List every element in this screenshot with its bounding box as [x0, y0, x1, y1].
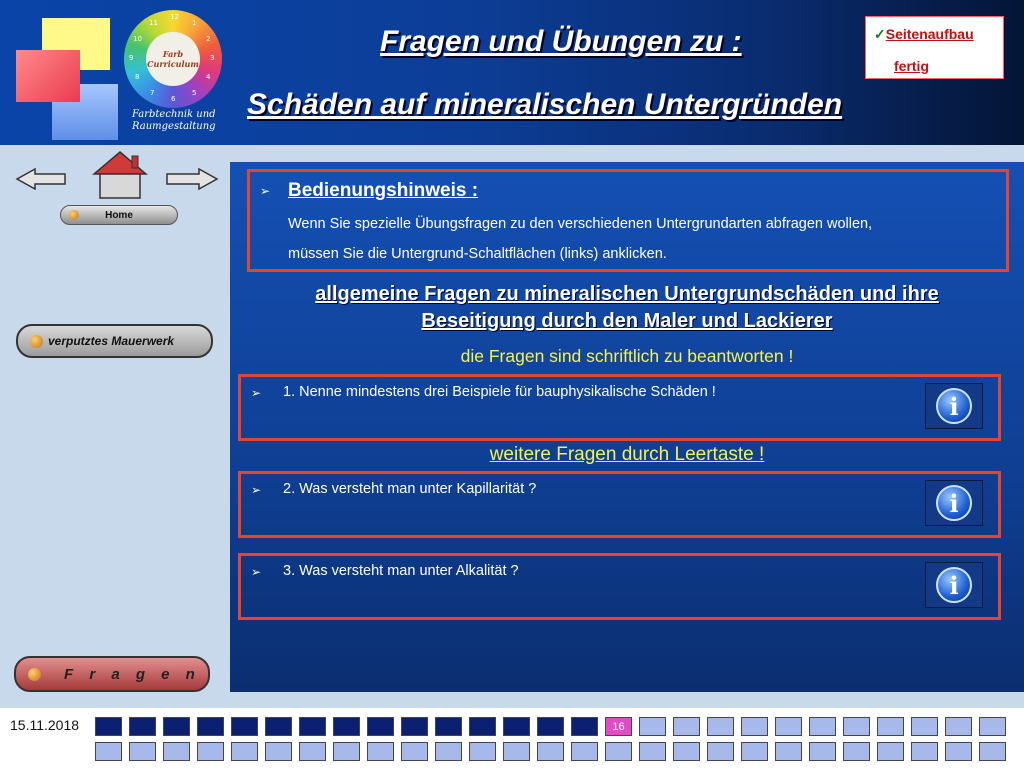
info-button-3[interactable]: [925, 562, 983, 608]
slide-nav-square[interactable]: [843, 742, 870, 761]
slide-nav-square[interactable]: [503, 717, 530, 736]
section-title: [230, 281, 1024, 335]
slide-nav-square[interactable]: [877, 742, 904, 761]
slide-nav-square[interactable]: [707, 742, 734, 761]
slide-nav-square[interactable]: [639, 717, 666, 736]
slide-nav-square[interactable]: [809, 717, 836, 736]
home-button[interactable]: [60, 205, 178, 225]
slide-nav-square[interactable]: [945, 717, 972, 736]
slide-nav-square[interactable]: [571, 717, 598, 736]
hint-title: Bedienungshinweis :: [288, 180, 479, 201]
page-title-line1: Fragen und Übungen zu :: [380, 25, 742, 58]
logo-number: 11: [149, 19, 158, 27]
slide-nav-square[interactable]: [503, 742, 530, 761]
question-box-3: [238, 553, 1001, 620]
logo-number: 8: [135, 73, 140, 81]
info-icon: i: [936, 388, 972, 424]
slide-nav-square[interactable]: [231, 742, 258, 761]
section-title-line2: Beseitigung durch den Maler und Lackierer: [421, 310, 833, 332]
info-icon: i: [936, 485, 972, 521]
status-box: [865, 16, 1004, 79]
bullet-arrow-icon: ➢: [251, 386, 262, 400]
header: [0, 0, 1024, 145]
logo-number: 3: [210, 54, 215, 62]
fragen-button[interactable]: [14, 656, 210, 692]
info-icon: i: [936, 567, 972, 603]
fragen-button-label: F r a g e n: [64, 665, 201, 683]
slide-nav-square[interactable]: [639, 742, 666, 761]
slide-nav-square[interactable]: [299, 742, 326, 761]
seitenaufbau-link[interactable]: Seitenaufbau: [885, 26, 974, 42]
hint-line2: müssen Sie die Untergrund-Schaltflächen (links) anklicken.: [288, 246, 667, 262]
logo-caption: [132, 109, 222, 133]
button-knob-icon: [30, 335, 43, 348]
arrow-left-icon[interactable]: [15, 168, 67, 190]
slide-nav-square[interactable]: [163, 742, 190, 761]
logo-number: 12: [170, 13, 179, 21]
content-panel: [230, 162, 1024, 692]
checkmark-icon: ✓: [874, 26, 886, 42]
slide-nav-square[interactable]: [95, 717, 122, 736]
slide-nav-square[interactable]: [401, 742, 428, 761]
slide-nav-square[interactable]: [945, 742, 972, 761]
slide-nav-square[interactable]: [469, 742, 496, 761]
verputztes-mauerwerk-label: verputztes Mauerwerk: [48, 334, 175, 348]
question-box-2: [238, 471, 1001, 538]
slide-nav-square[interactable]: [537, 742, 564, 761]
slide-nav-square[interactable]: [843, 717, 870, 736]
question-2-text: 2. Was versteht man unter Kapillarität ?: [283, 481, 537, 497]
logo-number: 10: [133, 35, 142, 43]
logo-number: 4: [206, 73, 211, 81]
logo-number: 9: [129, 54, 134, 62]
slide-nav-square[interactable]: [911, 742, 938, 761]
slide-nav-square[interactable]: [979, 717, 1006, 736]
slide-nav-square[interactable]: [775, 742, 802, 761]
button-knob-icon: [28, 668, 41, 681]
slide-nav-square[interactable]: [877, 717, 904, 736]
info-button-1[interactable]: [925, 383, 983, 429]
slide-nav-square[interactable]: [537, 717, 564, 736]
logo-number: 7: [150, 89, 155, 97]
logo-number: 1: [192, 19, 197, 27]
bullet-arrow-icon: ➢: [251, 565, 262, 579]
arrow-right-icon[interactable]: [165, 168, 219, 190]
slide-nav-square[interactable]: [333, 717, 360, 736]
question-1-text: 1. Nenne mindestens drei Beispiele für bauphysikalische Schäden !: [283, 384, 716, 400]
slide-nav-square[interactable]: [775, 717, 802, 736]
logo-number: 6: [171, 95, 176, 103]
slide-nav-square[interactable]: [809, 742, 836, 761]
slide-nav-square[interactable]: [197, 742, 224, 761]
hint-line1: Wenn Sie spezielle Übungsfragen zu den verschiedenen Untergrundarten abfragen wollen,: [288, 216, 873, 232]
hint-box: [247, 169, 1009, 272]
slide-nav-square[interactable]: [95, 742, 122, 761]
info-button-2[interactable]: [925, 480, 983, 526]
logo-center: [146, 32, 200, 86]
slide-nav-square[interactable]: [367, 742, 394, 761]
page-title-line2: Schäden auf mineralischen Untergründen: [247, 88, 843, 121]
farb-curriculum-logo: [124, 10, 222, 108]
bullet-arrow-icon: ➢: [260, 184, 271, 198]
verputztes-mauerwerk-button[interactable]: [16, 324, 213, 358]
slide-nav-square[interactable]: [571, 742, 598, 761]
slide-nav-square[interactable]: [673, 742, 700, 761]
slide-nav-square[interactable]: [299, 717, 326, 736]
section-title-line1: allgemeine Fragen zu mineralischen Untergrundschäden und ihre: [315, 283, 939, 305]
decor-square-red: [16, 50, 80, 102]
logo-number: 5: [192, 89, 197, 97]
slide-nav-square[interactable]: [741, 717, 768, 736]
slide-nav-square[interactable]: [265, 742, 292, 761]
slide-nav-square[interactable]: [605, 742, 632, 761]
slide-nav-square[interactable]: [367, 717, 394, 736]
slide-navigation-bar: [0, 708, 1024, 768]
slide-nav-square[interactable]: [163, 717, 190, 736]
slide-nav-square[interactable]: [265, 717, 292, 736]
date-label: 15.11.2018: [10, 717, 80, 733]
slide-nav-square[interactable]: [197, 717, 224, 736]
logo-text-farb: Farb: [162, 49, 184, 59]
question-3-text: 3. Was versteht man unter Alkalität ?: [283, 563, 519, 579]
bullet-arrow-icon: ➢: [251, 483, 262, 497]
logo-caption-line2: Raumgestaltung: [132, 121, 216, 132]
slide-nav-square[interactable]: [401, 717, 428, 736]
slide-nav-square[interactable]: [129, 717, 156, 736]
button-knob-icon: [69, 210, 79, 220]
slide-nav-square[interactable]: [979, 742, 1006, 761]
slide-nav-square[interactable]: [435, 742, 462, 761]
slide-nav-square[interactable]: [673, 717, 700, 736]
slide-nav-square[interactable]: [435, 717, 462, 736]
slide-nav-square[interactable]: [911, 717, 938, 736]
slide-nav-square[interactable]: [707, 717, 734, 736]
more-questions-link[interactable]: weitere Fragen durch Leertaste !: [489, 444, 765, 465]
logo-number: 2: [206, 35, 211, 43]
slide-nav-square[interactable]: [231, 717, 258, 736]
logo-caption-line1: Farbtechnik und: [132, 109, 216, 120]
slide-nav-square[interactable]: [469, 717, 496, 736]
slide-nav-square[interactable]: [129, 742, 156, 761]
slide-nav-current[interactable]: 16: [605, 717, 632, 736]
home-button-label: Home: [105, 209, 133, 221]
fertig-link[interactable]: fertig: [894, 58, 929, 74]
slide-nav-square[interactable]: [741, 742, 768, 761]
slide-nav-square[interactable]: [333, 742, 360, 761]
question-box-1: [238, 374, 1001, 441]
instruction-text: die Fragen sind schriftlich zu beantworten !: [460, 346, 794, 366]
logo-text-curriculum: Curriculum: [147, 59, 199, 69]
house-icon[interactable]: [92, 150, 148, 200]
